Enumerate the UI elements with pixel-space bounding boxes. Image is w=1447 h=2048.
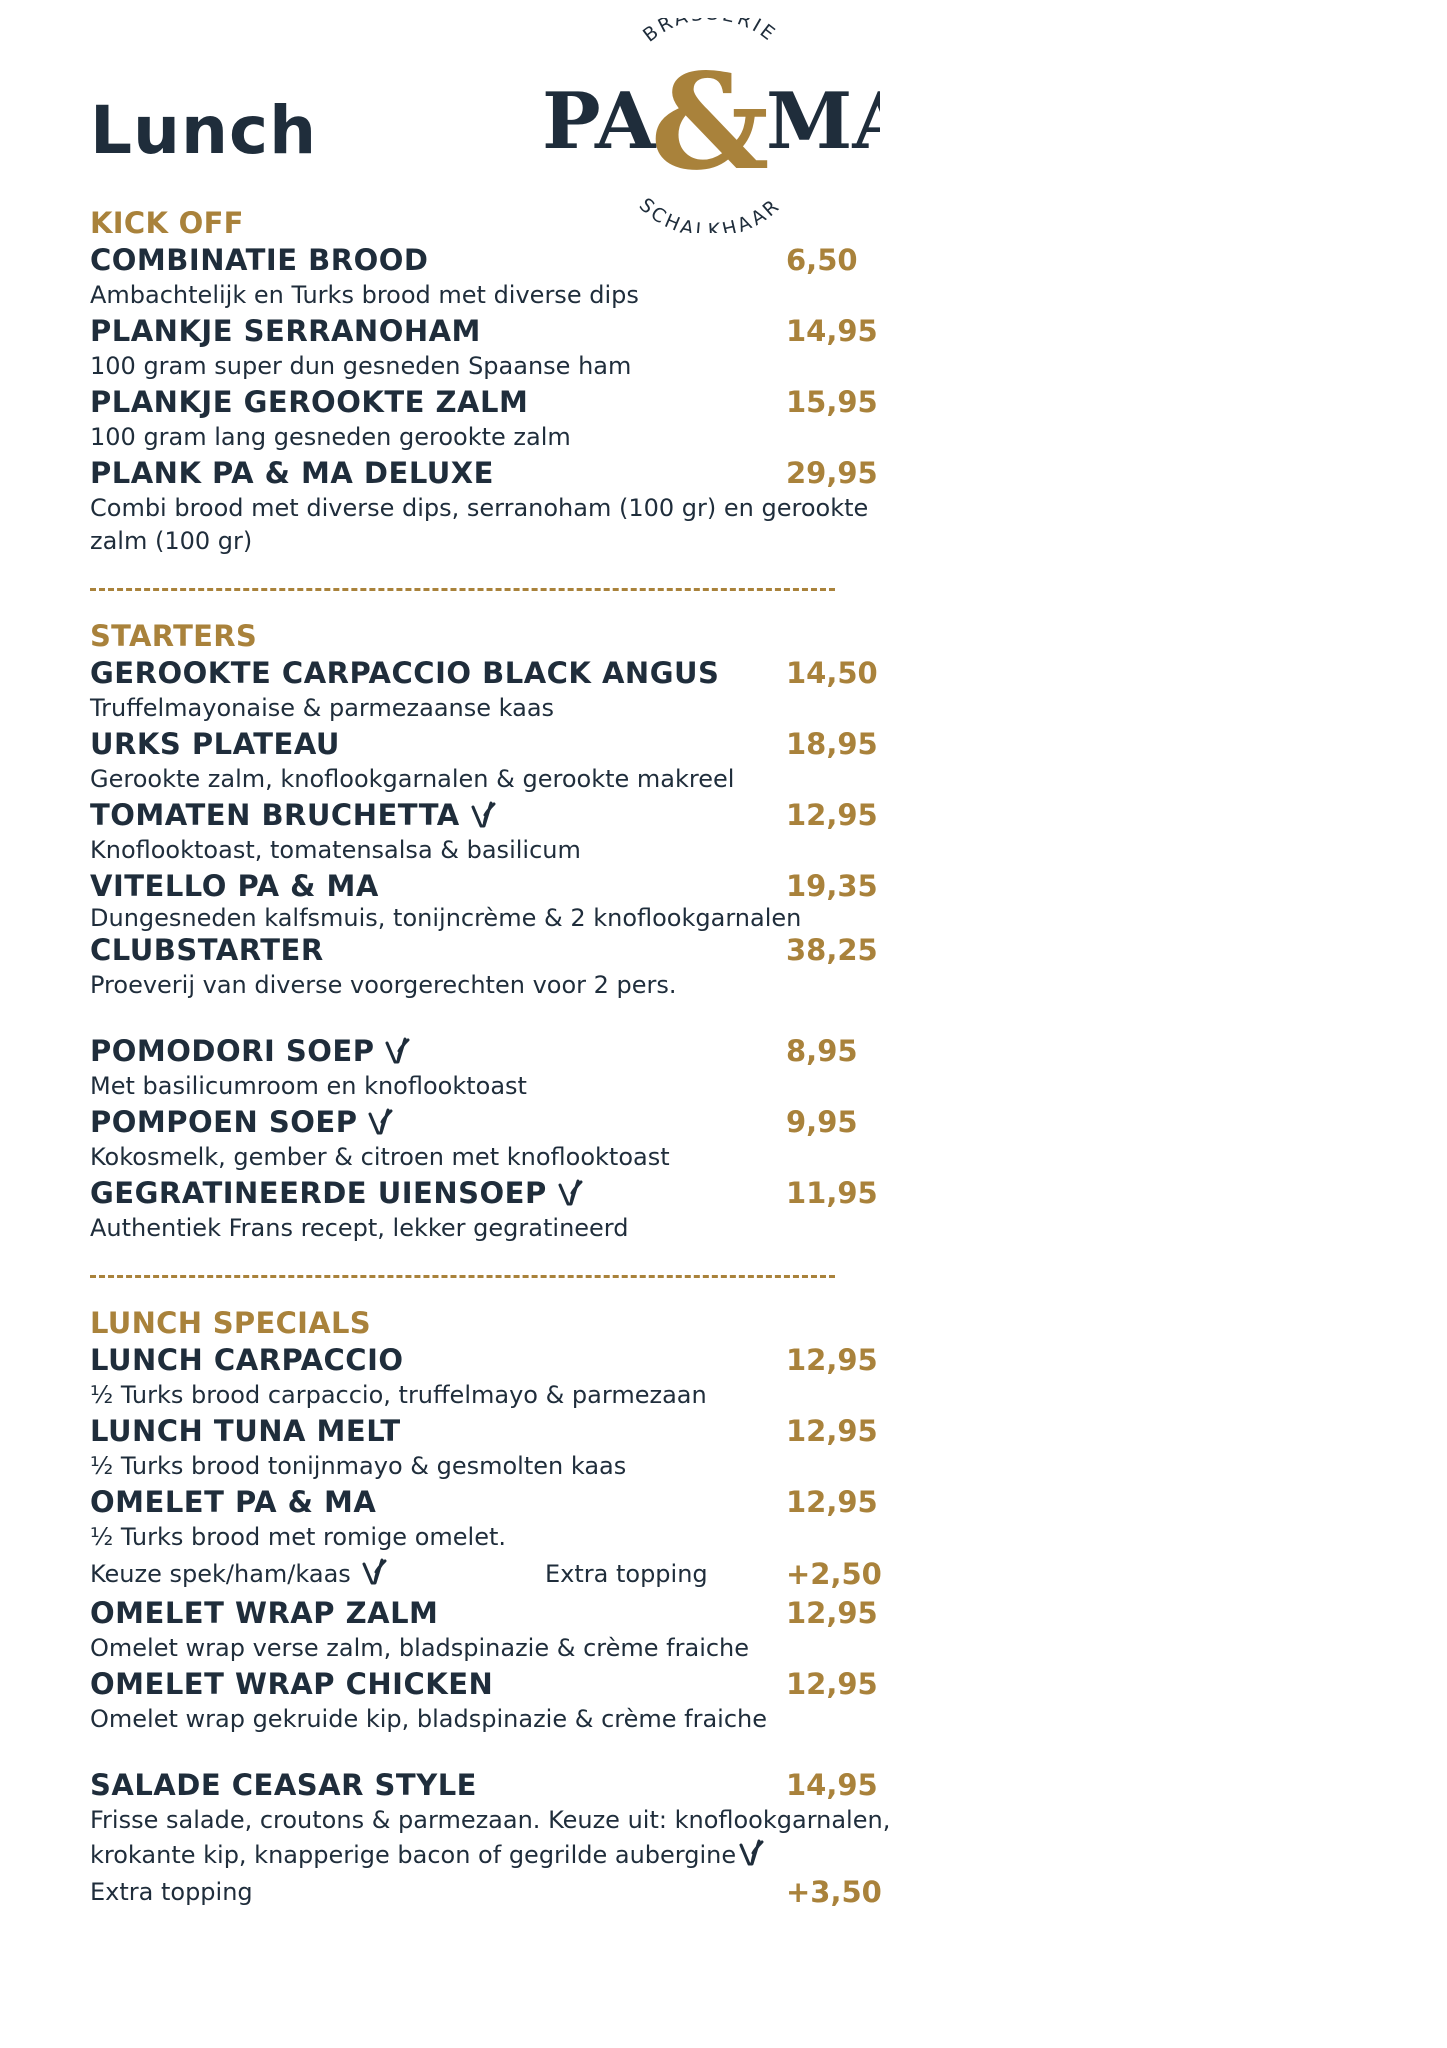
menu-item <box>90 454 880 492</box>
item-description: Omelet wrap verse zalm, bladspinazie & crème fraiche <box>90 1634 750 1662</box>
spacer <box>90 1002 880 1032</box>
item-description: Proeverij van diverse voorgerechten voor 2 pers. <box>90 971 677 999</box>
vegan-leaf-icon <box>384 1035 410 1065</box>
menu-item <box>90 1103 880 1141</box>
menu-item <box>90 1341 880 1379</box>
menu-item <box>90 867 880 905</box>
vegan-leaf-icon <box>367 1106 393 1136</box>
item-price: 11,95 <box>786 1176 878 1210</box>
logo-bottom-text: SCHALKHAAR <box>634 193 786 233</box>
item-description: ½ Turks brood tonijnmayo & gesmolten kaas <box>90 1452 627 1480</box>
item-description: 100 gram lang gesneden gerookte zalm <box>90 423 571 451</box>
extra-topping-label: Extra topping <box>545 1560 708 1588</box>
item-price: 8,95 <box>786 1034 858 1068</box>
item-description: Combi brood met diverse dips, serranoham (100 gr) en gerookte zalm (100 gr) <box>90 494 869 555</box>
extra-option-row <box>90 1554 880 1594</box>
item-name: PLANK PA & MA DELUXE <box>90 456 494 490</box>
page-title: Lunch <box>90 92 318 169</box>
item-description: Ambachtelijk en Turks brood met diverse dips <box>90 281 639 309</box>
svg-text:BRASSERIE <box>639 18 781 47</box>
item-description: Omelet wrap gekruide kip, bladspinazie & crème fraiche <box>90 1705 768 1733</box>
item-name: POMPOEN SOEP <box>90 1105 358 1139</box>
item-name: COMBINATIE BROOD <box>90 243 429 277</box>
item-name: GEGRATINEERDE UIENSOEP <box>90 1176 547 1210</box>
item-price: 9,95 <box>786 1105 858 1139</box>
item-description: Authentiek Frans recept, lekker gegratineerd <box>90 1214 629 1242</box>
menu-item <box>90 1665 880 1703</box>
item-price: 12,95 <box>786 1414 878 1448</box>
item-price: 6,50 <box>786 243 858 277</box>
menu-item <box>90 725 880 763</box>
item-name: OMELET WRAP ZALM <box>90 1596 439 1630</box>
menu-item <box>90 654 880 692</box>
item-price: 18,95 <box>786 727 878 761</box>
item-price: 29,95 <box>786 456 878 490</box>
menu-item <box>90 1032 880 1070</box>
item-price: 12,95 <box>786 1485 878 1519</box>
item-name: VITELLO PA & MA <box>90 869 379 903</box>
item-price: 12,95 <box>786 1343 878 1377</box>
extra-option-row <box>90 1872 880 1912</box>
item-price: 14,95 <box>786 314 878 348</box>
section-heading-starters: STARTERS <box>90 619 258 653</box>
item-name: PLANKJE GEROOKTE ZALM <box>90 385 529 419</box>
item-name: PLANKJE SERRANOHAM <box>90 314 481 348</box>
item-description: Knoflooktoast, tomatensalsa & basilicum <box>90 836 581 864</box>
item-description: Kokosmelk, gember & citroen met knoflooktoast <box>90 1143 670 1171</box>
item-price: 38,25 <box>786 933 878 967</box>
item-name: SALADE CEASAR STYLE <box>90 1768 477 1802</box>
section-divider <box>90 1245 880 1305</box>
menu-content <box>90 205 891 1912</box>
logo-ma: M <box>766 76 853 167</box>
vegan-leaf-icon <box>738 1837 764 1867</box>
extra-price: +2,50 <box>786 1557 882 1591</box>
logo-pa: PA <box>542 76 656 167</box>
item-name: POMODORI SOEP <box>90 1034 375 1068</box>
item-name: OMELET WRAP CHICKEN <box>90 1667 494 1701</box>
item-description-text: krokante kip, knapperige bacon of gegrilde aubergine <box>90 1841 737 1869</box>
item-price: 14,50 <box>786 656 878 690</box>
menu-item <box>90 1412 880 1450</box>
item-name: URKS PLATEAU <box>90 727 340 761</box>
item-description: 100 gram super dun gesneden Spaanse ham <box>90 352 632 380</box>
item-price: 12,95 <box>786 1596 878 1630</box>
item-description: Gerookte zalm, knoflookgarnalen & gerookte makreel <box>90 765 735 793</box>
menu-item <box>90 1766 880 1804</box>
section-heading-lunch-specials: LUNCH SPECIALS <box>90 1306 371 1340</box>
menu-item <box>90 312 880 350</box>
brasserie-logo <box>540 18 880 233</box>
menu-item <box>90 1174 880 1212</box>
menu-item <box>90 241 880 279</box>
item-price: 14,95 <box>786 1768 878 1802</box>
section-heading-kick-off: KICK OFF <box>90 206 244 240</box>
menu-item <box>90 1483 880 1521</box>
extra-choice-label: Keuze spek/ham/kaas <box>90 1560 351 1588</box>
item-name: GEROOKTE CARPACCIO BLACK ANGUS <box>90 656 720 690</box>
item-description: Dungesneden kalfsmuis, tonijncrème & 2 knoflookgarnalen <box>90 904 802 932</box>
item-name: CLUBSTARTER <box>90 933 324 967</box>
item-description: ½ Turks brood met romige omelet. <box>90 1523 507 1551</box>
item-description: Frisse salade, croutons & parmezaan. Keuze uit: knoflookgarnalen, <box>90 1806 891 1834</box>
vegan-leaf-icon <box>470 799 496 829</box>
section-divider <box>90 558 880 618</box>
item-description: Met basilicumroom en knoflooktoast <box>90 1072 527 1100</box>
item-description: ½ Turks brood carpaccio, truffelmayo & parmezaan <box>90 1381 707 1409</box>
item-description: Truffelmayonaise & parmezaanse kaas <box>90 694 555 722</box>
menu-item <box>90 383 880 421</box>
vegan-leaf-icon <box>557 1177 583 1207</box>
item-name: LUNCH TUNA MELT <box>90 1414 401 1448</box>
spacer <box>90 1736 880 1766</box>
item-name: OMELET PA & MA <box>90 1485 377 1519</box>
logo-ampersand: & <box>650 45 770 200</box>
item-price: 12,95 <box>786 1667 878 1701</box>
logo-top-text: BR RIE <box>639 18 781 47</box>
item-name: TOMATEN BRUCHETTA <box>90 798 460 832</box>
item-description-line2 <box>90 1837 880 1872</box>
menu-item <box>90 796 880 834</box>
menu-item <box>90 931 880 969</box>
item-price: 12,95 <box>786 798 878 832</box>
extra-price: +3,50 <box>786 1875 882 1909</box>
extra-topping-label: Extra topping <box>90 1878 253 1906</box>
item-name: LUNCH CARPACCIO <box>90 1343 404 1377</box>
menu-item <box>90 1594 880 1632</box>
vegan-leaf-icon <box>361 1556 387 1586</box>
item-price: 19,35 <box>786 869 878 903</box>
item-price: 15,95 <box>786 385 878 419</box>
